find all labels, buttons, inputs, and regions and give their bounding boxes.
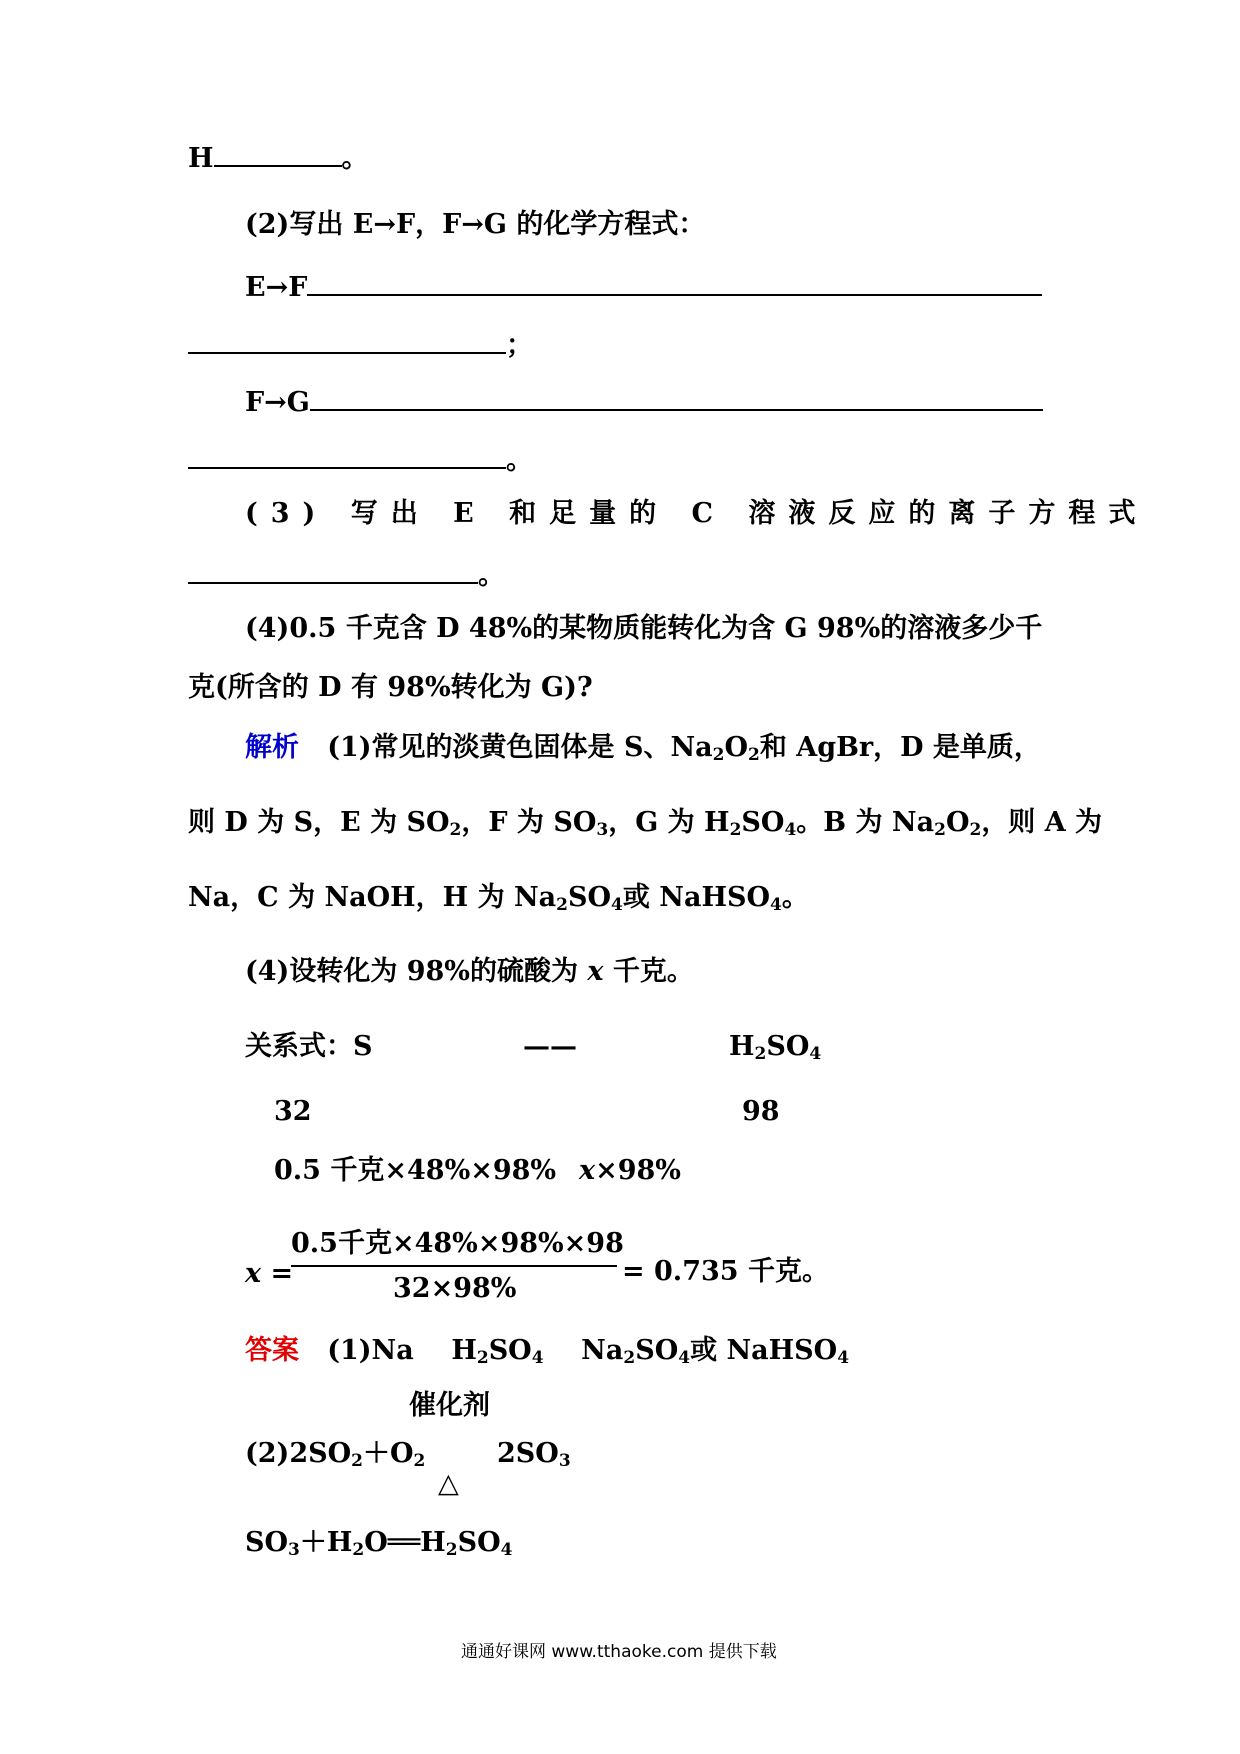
analysis-text: SO <box>741 807 785 838</box>
answer-text: (1)Na <box>327 1335 414 1366</box>
subscript: 4 <box>611 895 623 915</box>
analysis-text: 和 AgBr，D 是单质， <box>759 732 1041 763</box>
answer-text: SO <box>635 1335 679 1366</box>
catalyst-label: 催化剂 <box>409 1390 490 1421</box>
answer-text: ＋O <box>363 1438 414 1469</box>
subscript: 2 <box>351 1451 363 1471</box>
relation-label: 关系式：S <box>245 1031 373 1062</box>
analysis-text: 千克。 <box>603 956 694 987</box>
answer-text: Na <box>581 1335 624 1366</box>
q4-line1: (4)0.5 千克含 D 48%的某物质能转化为含 G 98%的溶液多少千 <box>245 613 1043 644</box>
q3-end: 。 <box>478 560 505 591</box>
page-footer: 通通好课网 www.tthaoke.com 提供下载 <box>461 1642 777 1662</box>
analysis-text: (1)常见的淡黄色固体是 S、Na <box>327 732 713 763</box>
answer-text: H <box>451 1335 477 1366</box>
analysis-line4 <box>245 958 694 985</box>
q2-ef-cont <box>188 330 533 359</box>
variable-x: x <box>587 956 604 987</box>
mass-h2so4: 98 <box>742 1096 780 1127</box>
subscript: 2 <box>969 820 982 840</box>
subscript: 4 <box>769 895 782 915</box>
analysis-text: O <box>724 732 748 763</box>
subscript: 3 <box>558 1451 571 1471</box>
subscript: 2 <box>623 1348 636 1368</box>
subscript: 3 <box>596 820 609 840</box>
answer-label: 答案 <box>245 1335 299 1366</box>
answer-blank <box>307 272 1042 296</box>
answer-line1 <box>245 1335 850 1368</box>
subscript: 4 <box>837 1348 850 1368</box>
analysis-text: ，则 A 为 <box>981 807 1103 838</box>
subscript: 2 <box>449 820 462 840</box>
q2-fg-label: F→G <box>245 387 310 418</box>
fraction-denominator: 32×98% <box>393 1273 517 1304</box>
subscript: 2 <box>934 820 946 840</box>
subscript: 2 <box>556 895 568 915</box>
analysis-text: ，F 为 SO <box>461 807 597 838</box>
q2-fg-cont <box>188 445 533 474</box>
q3-prompt: (3) 写出 E 和足量的 C 溶液反应的离子方程式 <box>245 498 1149 529</box>
subscript: 4 <box>678 1348 691 1368</box>
x-equals <box>245 1260 293 1287</box>
formula-part: SO <box>766 1031 810 1062</box>
analysis-line2 <box>188 807 1103 840</box>
analysis-text: 则 D 为 S，E 为 SO <box>188 807 450 838</box>
subscript: 4 <box>784 820 797 840</box>
analysis-text: SO <box>568 882 612 913</box>
analysis-line1 <box>245 732 1041 765</box>
subscript: 4 <box>531 1348 544 1368</box>
subscript: 2 <box>445 1540 458 1560</box>
quantity-right <box>579 1157 681 1184</box>
analysis-text: (4)设转化为 98%的硫酸为 <box>245 956 588 987</box>
answer-text: SO <box>488 1335 532 1366</box>
heat-icon: △ <box>438 1468 459 1499</box>
answer-text: ＋H <box>299 1527 353 1558</box>
q2-ef-line <box>245 272 1042 301</box>
analysis-text: 。 <box>781 882 809 913</box>
q2-ef-end: ； <box>506 330 533 361</box>
variable-x: x <box>579 1155 596 1186</box>
subscript: 2 <box>748 745 760 765</box>
subscript: 2 <box>712 745 725 765</box>
answer-text: (2)2SO <box>245 1438 352 1469</box>
answer-text: SO <box>245 1527 289 1558</box>
analysis-text: O <box>945 807 970 838</box>
analysis-label: 解析 <box>245 732 299 763</box>
q1-h-label: H <box>188 143 214 174</box>
answer-blank <box>188 560 478 584</box>
subscript: 4 <box>500 1540 513 1560</box>
fraction-result: = 0.735 千克。 <box>622 1256 829 1287</box>
fraction-bar <box>291 1265 617 1267</box>
q2-fg-end: 。 <box>506 445 533 476</box>
answer-blank <box>310 387 1043 411</box>
quantity-left: 0.5 千克×48%×98% <box>274 1155 557 1186</box>
q4-line2: 克(所含的 D 有 98%转化为 G)? <box>188 672 593 703</box>
answer-text: 或 NaHSO <box>690 1335 838 1366</box>
answer-text: O══H <box>364 1527 446 1558</box>
answer-line2-left <box>245 1438 426 1471</box>
answer-text: 2SO <box>497 1438 559 1469</box>
formula-part: H <box>729 1031 755 1062</box>
subscript: 2 <box>754 1044 767 1064</box>
subscript: 2 <box>413 1451 426 1471</box>
answer-blank <box>188 330 506 354</box>
analysis-text: ，G 为 H <box>608 807 730 838</box>
q3-cont <box>188 560 505 589</box>
subscript: 2 <box>476 1348 489 1368</box>
analysis-line3 <box>188 882 809 915</box>
answer-blank <box>188 445 506 469</box>
mass-s: 32 <box>274 1096 312 1127</box>
q1-end: 。 <box>341 143 369 174</box>
answer-line3 <box>245 1527 513 1560</box>
q2-prompt: (2)写出 E→F，F→G 的化学方程式： <box>245 209 706 240</box>
relation-dash: —— <box>523 1031 577 1062</box>
answer-line2-right <box>497 1438 571 1471</box>
answer-blank <box>214 143 342 167</box>
q2-ef-label: E→F <box>245 272 308 303</box>
q1-tail-line <box>188 143 369 172</box>
answer-text: SO <box>457 1527 501 1558</box>
subscript: 4 <box>809 1044 822 1064</box>
subscript: 2 <box>352 1540 365 1560</box>
fraction-numerator: 0.5千克×48%×98%×98 <box>291 1228 624 1259</box>
subscript: 3 <box>288 1540 300 1560</box>
relation-h2so4 <box>729 1031 822 1064</box>
analysis-text: 。B 为 Na <box>796 807 935 838</box>
subscript: 2 <box>729 820 742 840</box>
q2-fg-line <box>245 387 1043 416</box>
analysis-text: Na，C 为 NaOH，H 为 Na <box>188 882 557 913</box>
analysis-text: 或 NaHSO <box>622 882 770 913</box>
variable-x: x <box>245 1258 262 1289</box>
formula-part: ×98% <box>595 1155 681 1186</box>
equals-sign: = <box>261 1258 294 1289</box>
